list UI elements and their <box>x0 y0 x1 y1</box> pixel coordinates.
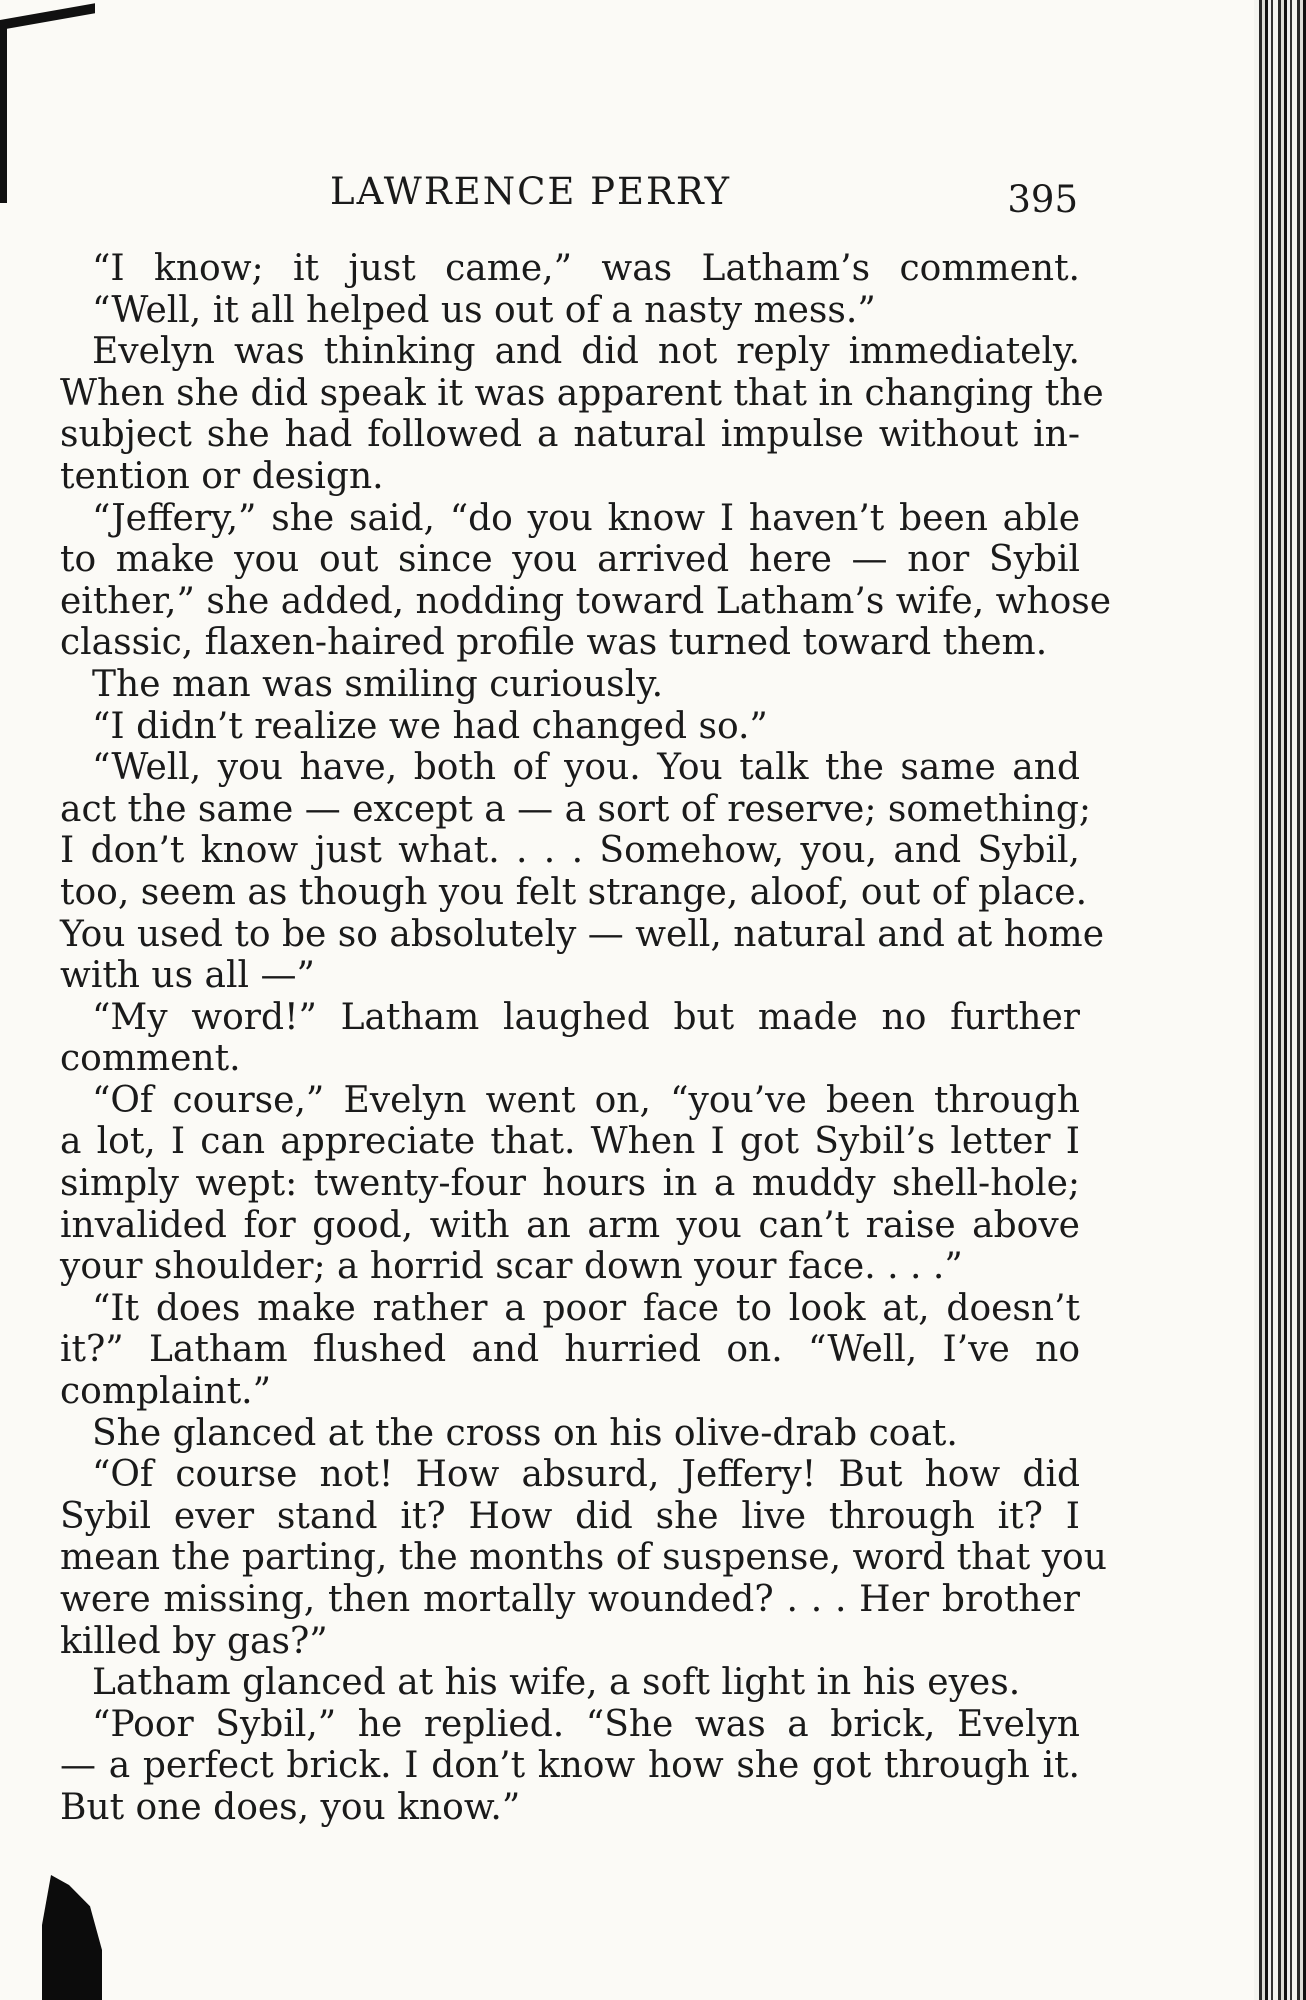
text-line: But one does, you know.” <box>60 1786 521 1828</box>
text-line: it?” Latham flushed and hurried on. “Well, I’ve no <box>60 1329 1080 1371</box>
text-line: “Jeffery,” she said, “do you know I haven’t been able <box>92 497 1080 539</box>
text-line: “Of course not! How absurd, Jeffery! But how did <box>92 1454 1080 1496</box>
scan-ink-blot <box>42 1875 102 2000</box>
body-text <box>60 248 1112 1838</box>
text-line: “I know; it just came,” was Latham’s comment. <box>92 248 1080 289</box>
text-line: I don’t know just what. . . . Somehow, you, and Sybil, <box>60 830 1080 872</box>
text-line: a lot, I can appreciate that. When I got Sybil’s letter I <box>60 1121 1080 1163</box>
text-line: classic, flaxen-haired profile was turned toward them. <box>60 622 1048 664</box>
running-head: LAWRENCE PERRY <box>330 170 732 213</box>
text-line: to make you out since you arrived here — nor Sybil <box>60 539 1080 581</box>
page-header <box>60 170 1080 230</box>
text-line: too, seem as though you felt strange, aloof, out of place. <box>60 871 1088 913</box>
text-line: comment. <box>60 1038 241 1080</box>
text-line: When she did speak it was apparent that in changing the <box>60 372 1104 414</box>
text-line: subject she had followed a natural impulse without in- <box>60 414 1080 456</box>
text-line: “My word!” Latham laughed but made no further <box>92 996 1080 1038</box>
text-line: act the same — except a — a sort of reserve; something; <box>60 788 1092 830</box>
text-line: Evelyn was thinking and did not reply immediately. <box>92 331 1080 373</box>
book-binding-edge <box>1254 0 1306 2000</box>
text-line: invalided for good, with an arm you can’t raise above <box>60 1204 1080 1246</box>
text-line: “Well, you have, both of you. You talk the same and <box>92 747 1080 789</box>
text-line: Latham glanced at his wife, a soft light in his eyes. <box>92 1662 1021 1704</box>
scan-corner-mark-vertical <box>0 28 7 203</box>
text-line: She glanced at the cross on his olive-drab coat. <box>92 1412 958 1454</box>
text-line: You used to be so absolutely — well, natural and at home <box>60 913 1104 955</box>
text-line: “It does make rather a poor face to look at, doesn’t <box>92 1287 1080 1329</box>
page-number: 395 <box>1007 178 1078 221</box>
text-line: your shoulder; a horrid scar down your face. . . .” <box>60 1246 963 1288</box>
text-line: “Well, it all helped us out of a nasty mess.” <box>92 289 876 331</box>
text-line: complaint.” <box>60 1371 272 1413</box>
text-line: either,” she added, nodding toward Latham’s wife, whose <box>60 580 1112 622</box>
text-line: with us all —” <box>60 955 315 997</box>
text-line: killed by gas?” <box>60 1620 328 1662</box>
text-line: The man was smiling curiously. <box>92 663 664 705</box>
text-line: “I didn’t realize we had changed so.” <box>92 705 768 747</box>
scan-corner-mark <box>0 3 95 30</box>
text-line: simply wept: twenty-four hours in a muddy shell-hole; <box>60 1163 1080 1205</box>
text-line: “Poor Sybil,” he replied. “She was a brick, Evelyn <box>92 1703 1080 1745</box>
text-line: — a perfect brick. I don’t know how she got through it. <box>60 1745 1080 1787</box>
text-line: mean the parting, the months of suspense, word that you <box>60 1537 1107 1579</box>
text-line: Sybil ever stand it? How did she live through it? I <box>60 1495 1080 1537</box>
text-line: “Of course,” Evelyn went on, “you’ve been through <box>92 1079 1080 1121</box>
text-line: tention or design. <box>60 455 384 497</box>
text-line: were missing, then mortally wounded? . . . Her brother <box>60 1579 1080 1620</box>
